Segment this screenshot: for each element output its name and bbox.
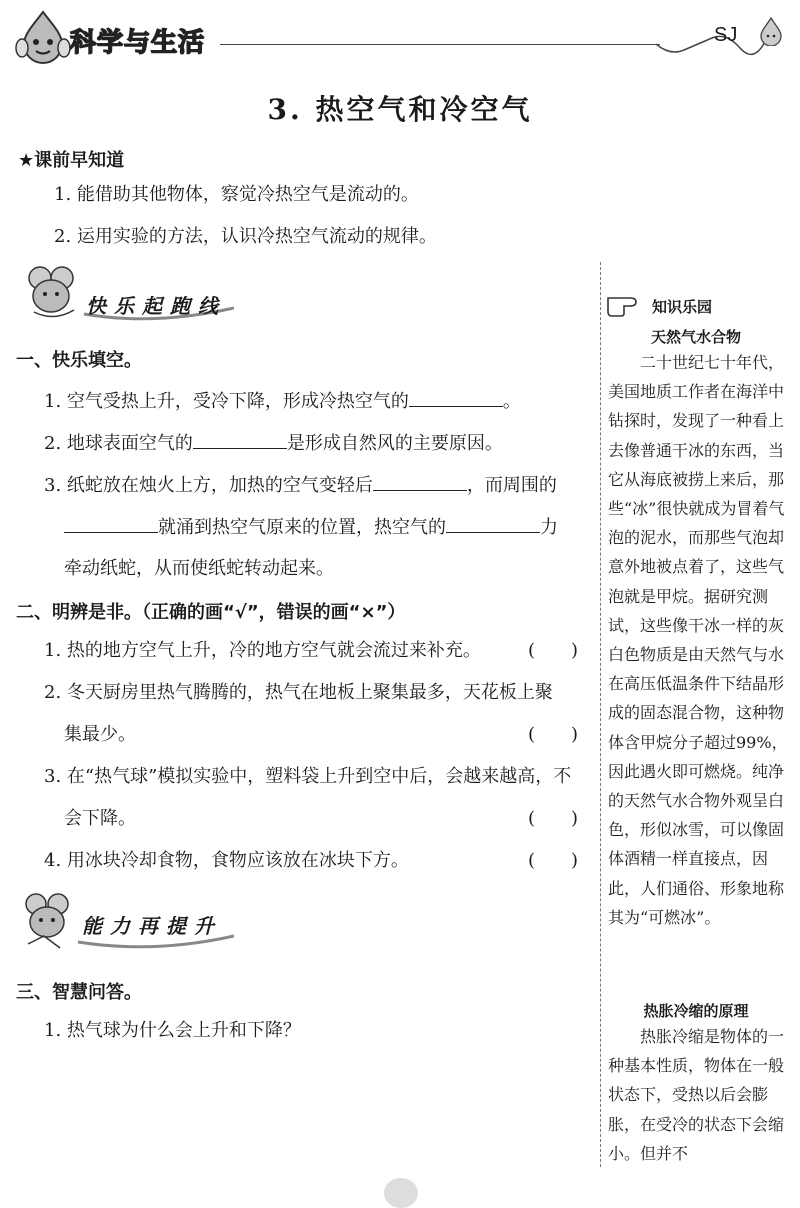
answer-blank[interactable] xyxy=(446,516,540,533)
fill-question-3-line-2: 就涌到热空气原来的位置，热空气的 力 xyxy=(64,516,558,539)
preview-item-1: 1. 能借助其他物体，察觉冷热空气是流动的。 xyxy=(54,184,419,205)
lesson-title: 3. 热空气和冷空气 xyxy=(267,93,533,126)
fill-question-2: 2. 地球表面空气的 是形成自然风的主要原因。 xyxy=(44,433,503,454)
banner-title-1: 快乐起跑线 xyxy=(86,294,226,318)
series-code: SJ xyxy=(714,24,738,46)
article-1-title: 天然气水合物 xyxy=(650,328,741,346)
fill-question-1: 1. 空气受热上升，受冷下降，形成冷热空气的 。 xyxy=(44,391,521,412)
page-number-badge xyxy=(384,1178,418,1208)
judge-question-1: 1. 热的地方空气上升，冷的地方空气就会流过来补充。 xyxy=(44,640,481,661)
answer-blank[interactable] xyxy=(409,390,503,407)
section3-heading: 三、智慧问答。 xyxy=(16,982,142,1003)
water-drop-icon xyxy=(758,16,784,46)
answer-blank[interactable] xyxy=(64,516,158,533)
fill-question-3-line-3: 牵动纸蛇，从而使纸蛇转动起来。 xyxy=(64,558,334,579)
banner-title-2: 能力再提升 xyxy=(82,914,222,938)
judge-question-3-line-2: 会下降。 xyxy=(64,808,136,829)
section2-heading: 二、明辨是非。（正确的画“√”，错误的画“×”） xyxy=(16,602,406,623)
answer-parentheses[interactable]: ( ) xyxy=(528,640,579,661)
judge-question-4: 4. 用冰块冷却食物，食物应该放在冰块下方。 xyxy=(44,850,409,871)
judge-question-2-line-1: 2. 冬天厨房里热气腾腾的，热气在地板上聚集最多，天花板上聚 xyxy=(44,682,553,703)
fill-question-3-line-1: 3. 纸蛇放在烛火上方，加热的空气变轻后 ，而周围的 xyxy=(44,475,557,496)
preview-item-2: 2. 运用实验的方法，认识冷热空气流动的规律。 xyxy=(54,226,437,247)
header-wave-decoration xyxy=(656,30,766,58)
answer-parentheses[interactable]: ( ) xyxy=(528,724,579,745)
answer-blank[interactable] xyxy=(193,432,287,449)
header-rule xyxy=(220,44,660,45)
judge-question-2-line-2: 集最少。 xyxy=(64,724,136,745)
preview-heading: ★课前早知道 xyxy=(18,150,125,171)
answer-parentheses[interactable]: ( ) xyxy=(528,808,579,829)
article-2-body: 热胀冷缩是物体的一种基本性质，物体在一般状态下，受热以后会膨胀，在受冷的状态下会缩小。但并不 xyxy=(608,1027,785,1163)
sidebar-divider xyxy=(600,262,601,1167)
pointing-hand-icon xyxy=(604,288,648,318)
article-1-body: 二十世纪七十年代，美国地质工作者在海洋中钻探时，发现了一种看上去像普通干冰的东西，当它从海底被捞上来后，那些“冰”很快就成为冒着气泡的泥水，而那些气泡却意外地被点着了，这些气泡就是甲烷。据研究测试，这些像干冰一样的灰白色物质是由天然气与水在高压低温条件下结晶形成的固态混合物，这种物体含甲烷分子超过99%，因此遇火即可燃烧。纯净的天然气水合物外观呈白色，形似冰雪，可以像固体酒精一样直接点，因此，人们通俗、形象地称其为“可燃冰”。 xyxy=(608,353,788,927)
answer-blank[interactable] xyxy=(373,474,467,491)
section1-heading: 一、快乐填空。 xyxy=(16,350,142,371)
judge-question-3-line-1: 3. 在“热气球”模拟实验中，塑料袋上升到空中后，会越来越高，不 xyxy=(44,766,572,787)
sidebar-title: 知识乐园 xyxy=(652,298,713,316)
series-title: 科学与生活 xyxy=(70,28,206,58)
article-2-title: 热胀冷缩的原理 xyxy=(643,1002,749,1020)
mascot-logo-icon xyxy=(14,8,72,66)
answer-parentheses[interactable]: ( ) xyxy=(528,850,579,871)
qa-question-1: 1. 热气球为什么会上升和下降？ xyxy=(44,1020,301,1041)
